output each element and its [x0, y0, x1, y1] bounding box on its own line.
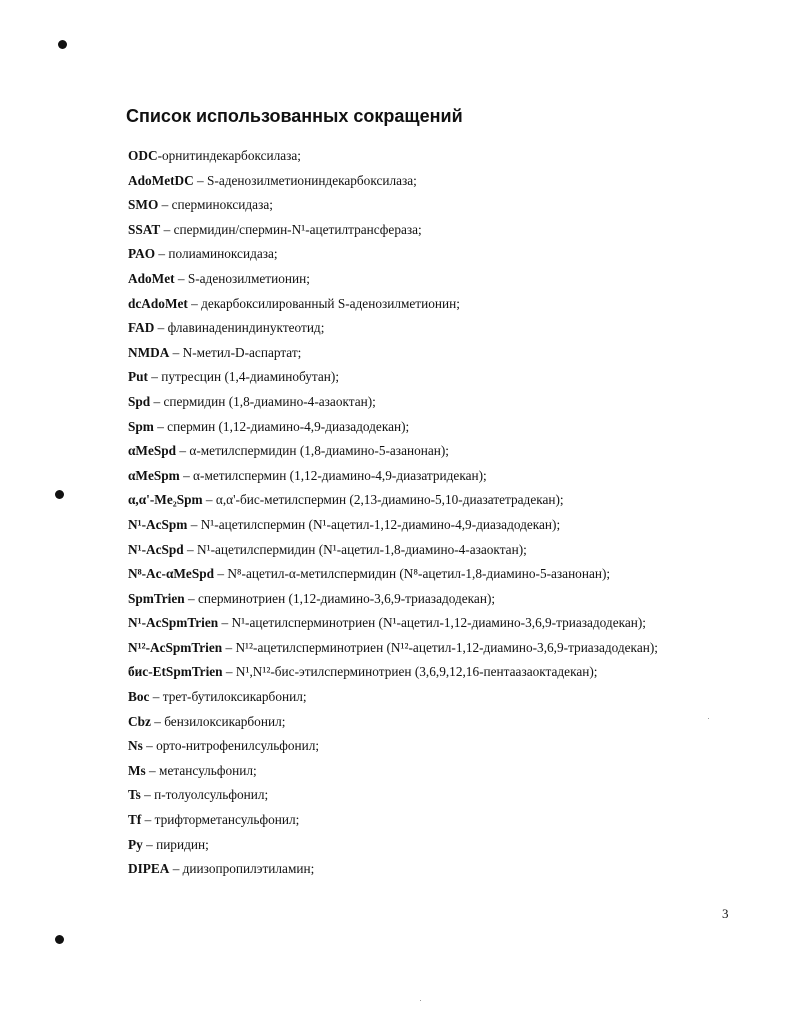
abbreviation-term: PAO — [128, 246, 156, 262]
abbreviation-separator: – — [179, 467, 194, 483]
abbreviation-definition: α-метилспермин (1,12-диамино-4,9-диазатридекан); — [193, 467, 487, 483]
abbreviation-definition: спермидин/спермин-N¹-ацетилтрансфераза; — [173, 221, 422, 237]
abbreviation-entry — [128, 341, 758, 366]
abbreviation-entry — [128, 783, 758, 808]
abbreviation-entry — [128, 513, 758, 538]
abbreviation-definition: трифторметансульфонил; — [154, 812, 300, 828]
abbreviation-separator: – — [218, 615, 232, 631]
scan-speck — [420, 1000, 421, 1001]
abbreviation-definition: путресцин (1,4-диаминобутан); — [161, 369, 340, 385]
abbreviation-term: DIPEA — [128, 861, 170, 877]
abbreviation-definition: флавинадениндинуктеотид; — [167, 320, 325, 336]
abbreviation-separator: – — [187, 295, 202, 311]
abbreviation-term: ODC — [128, 148, 158, 163]
abbreviation-entry — [128, 857, 758, 882]
abbreviation-term: бис-EtSpmTrien — [128, 664, 223, 680]
abbreviation-separator: – — [222, 639, 236, 655]
abbreviation-definition: N¹-ацетилспермин (N¹-ацетил-1,12-диамино-4,9-диазадодекан); — [200, 516, 561, 532]
abbreviation-definition: N⁸-ацетил-α-метилспермидин (N⁸-ацетил-1,8-диамино-5-азанонан); — [227, 566, 611, 582]
abbreviation-term: N¹²-AcSpmTrien — [128, 639, 223, 655]
abbreviation-entry — [128, 144, 758, 169]
abbreviation-entry — [128, 660, 758, 685]
abbreviation-entry — [128, 464, 758, 489]
abbreviation-term: SSAT — [128, 221, 161, 237]
abbreviation-term: FAD — [128, 320, 155, 336]
abbreviation-definition: α,α'-бис-метилспермин (2,13-диамино-5,10-диазатетрадекан); — [215, 492, 564, 508]
abbreviation-separator: – — [214, 566, 228, 582]
abbreviation-separator: – — [176, 443, 190, 459]
abbreviation-term: αMeSpd — [128, 443, 177, 459]
abbreviation-definition: орнитиндекарбоксилаза; — [162, 148, 301, 163]
abbreviation-term: Cbz — [128, 713, 151, 729]
abbreviation-definition: декарбоксилированный S-аденозилметионин; — [201, 295, 460, 311]
binder-hole-bottom — [55, 935, 64, 944]
abbreviation-term: AdoMetDC — [128, 172, 194, 188]
abbreviation-list — [128, 144, 758, 882]
abbreviation-entry — [128, 439, 758, 464]
abbreviation-entry — [128, 734, 758, 759]
abbreviation-definition: спермин (1,12-диамино-4,9-диазадодекан); — [167, 418, 410, 434]
abbreviation-separator: – — [183, 541, 198, 557]
abbreviation-separator: – — [202, 492, 216, 508]
abbreviation-entry — [128, 488, 758, 513]
abbreviation-separator: – — [150, 713, 165, 729]
abbreviation-separator: – — [142, 836, 157, 852]
abbreviation-separator: – — [174, 270, 188, 286]
abbreviation-definition: сперминотриен (1,12-диамино-3,6,9-триазадодекан); — [197, 590, 496, 606]
abbreviation-entry — [128, 710, 758, 735]
abbreviation-separator: – — [158, 197, 172, 213]
abbreviation-definition: N¹-ацетилсперминотриен (N¹-ацетил-1,12-диамино-3,6,9-триазадодекан); — [231, 615, 647, 631]
abbreviation-entry — [128, 390, 758, 415]
abbreviation-term: N⁸-Ac-αMeSpd — [128, 566, 215, 582]
abbreviation-definition: S-аденозилметионин; — [187, 270, 310, 286]
abbreviation-term: dcAdoMet — [128, 295, 188, 311]
abbreviation-entry — [128, 365, 758, 390]
abbreviation-entry — [128, 808, 758, 833]
abbreviation-definition: N¹,N¹²-бис-этилсперминотриен (3,6,9,12,16-пентаазаоктадекан); — [235, 664, 598, 680]
abbreviation-separator: – — [193, 172, 208, 188]
abbreviation-entry — [128, 636, 758, 661]
abbreviation-separator: – — [169, 344, 183, 360]
abbreviation-separator: – — [140, 787, 155, 803]
abbreviation-separator: - — [157, 148, 162, 163]
abbreviation-entry — [128, 685, 758, 710]
abbreviation-entry — [128, 759, 758, 784]
abbreviation-separator: – — [187, 516, 201, 532]
abbreviation-entry — [128, 562, 758, 587]
abbreviation-entry — [128, 587, 758, 612]
abbreviation-definition: диизопропилэтиламин; — [182, 861, 315, 877]
abbreviation-separator: – — [184, 590, 198, 606]
abbreviation-term: Ns — [128, 738, 143, 754]
abbreviation-definition: бензилоксикарбонил; — [164, 713, 286, 729]
abbreviation-definition: трет-бутилоксикарбонил; — [162, 689, 307, 705]
abbreviation-definition: S-аденозилметиониндекарбоксилаза; — [207, 172, 417, 188]
abbreviation-term: Ts — [128, 787, 141, 803]
abbreviation-separator: – — [155, 246, 169, 262]
abbreviation-term: Spm — [128, 418, 154, 434]
page-title: Список использованных сокращений — [126, 106, 463, 126]
abbreviation-entry — [128, 538, 758, 563]
abbreviation-separator: – — [153, 418, 168, 434]
abbreviation-term: Py — [128, 836, 143, 852]
abbreviation-entry — [128, 169, 758, 194]
abbreviation-separator: – — [154, 320, 168, 336]
abbreviation-definition: пиридин; — [156, 836, 209, 852]
abbreviation-separator: – — [169, 861, 183, 877]
abbreviation-term: N¹-AcSpd — [128, 541, 184, 557]
binder-hole-top — [58, 40, 67, 49]
abbreviation-separator: – — [150, 393, 164, 409]
abbreviation-entry — [128, 833, 758, 858]
abbreviation-entry — [128, 193, 758, 218]
abbreviation-entry — [128, 267, 758, 292]
abbreviation-entry — [128, 316, 758, 341]
abbreviation-definition: N¹-ацетилспермидин (N¹-ацетил-1,8-диамино-4-азаоктан); — [197, 541, 527, 557]
abbreviation-term: Spd — [128, 393, 151, 409]
abbreviation-term: NMDA — [128, 344, 170, 360]
page-number: 3 — [722, 906, 729, 921]
abbreviation-definition: α-метилспермидин (1,8-диамино-5-азанонан); — [189, 443, 449, 459]
abbreviation-term: Tf — [128, 812, 142, 828]
abbreviation-term: SpmTrien — [128, 590, 185, 606]
abbreviation-separator: – — [141, 812, 155, 828]
abbreviation-definition: орто-нитрофенилсульфонил; — [156, 738, 320, 754]
abbreviation-term: N¹-AcSpm — [128, 516, 188, 532]
abbreviation-separator: – — [145, 762, 160, 778]
abbreviation-definition: спермидин (1,8-диамино-4-азаоктан); — [163, 393, 376, 409]
abbreviation-definition: сперминоксидаза; — [171, 197, 273, 213]
abbreviation-separator: – — [160, 221, 174, 237]
abbreviation-definition: N¹²-ацетилсперминотриен (N¹²-ацетил-1,12-диамино-3,6,9-триазадодекан); — [235, 639, 658, 655]
abbreviation-definition: N-метил-D-аспартат; — [182, 344, 302, 360]
abbreviation-definition: полиаминоксидаза; — [168, 246, 278, 262]
abbreviation-separator: – — [142, 738, 157, 754]
abbreviation-term: AdoMet — [128, 270, 175, 286]
abbreviation-term: αMeSpm — [128, 467, 180, 483]
abbreviation-definition: метансульфонил; — [159, 762, 257, 778]
abbreviation-entry — [128, 218, 758, 243]
abbreviation-term: α,α'-Me₂Spm — [128, 492, 203, 508]
binder-hole-middle — [55, 490, 64, 499]
abbreviation-term: Put — [128, 369, 148, 385]
abbreviation-term: SMO — [128, 197, 159, 213]
abbreviation-term: N¹-AcSpmTrien — [128, 615, 219, 631]
abbreviation-entry — [128, 611, 758, 636]
abbreviation-entry — [128, 415, 758, 440]
abbreviation-entry — [128, 292, 758, 317]
abbreviation-definition: п-толуолсульфонил; — [154, 787, 269, 803]
abbreviation-term: Ms — [128, 762, 146, 778]
abbreviation-separator: – — [149, 689, 163, 705]
abbreviation-term: Boc — [128, 689, 150, 705]
abbreviation-entry — [128, 242, 758, 267]
abbreviation-separator: – — [147, 369, 162, 385]
abbreviation-separator: – — [222, 664, 236, 680]
